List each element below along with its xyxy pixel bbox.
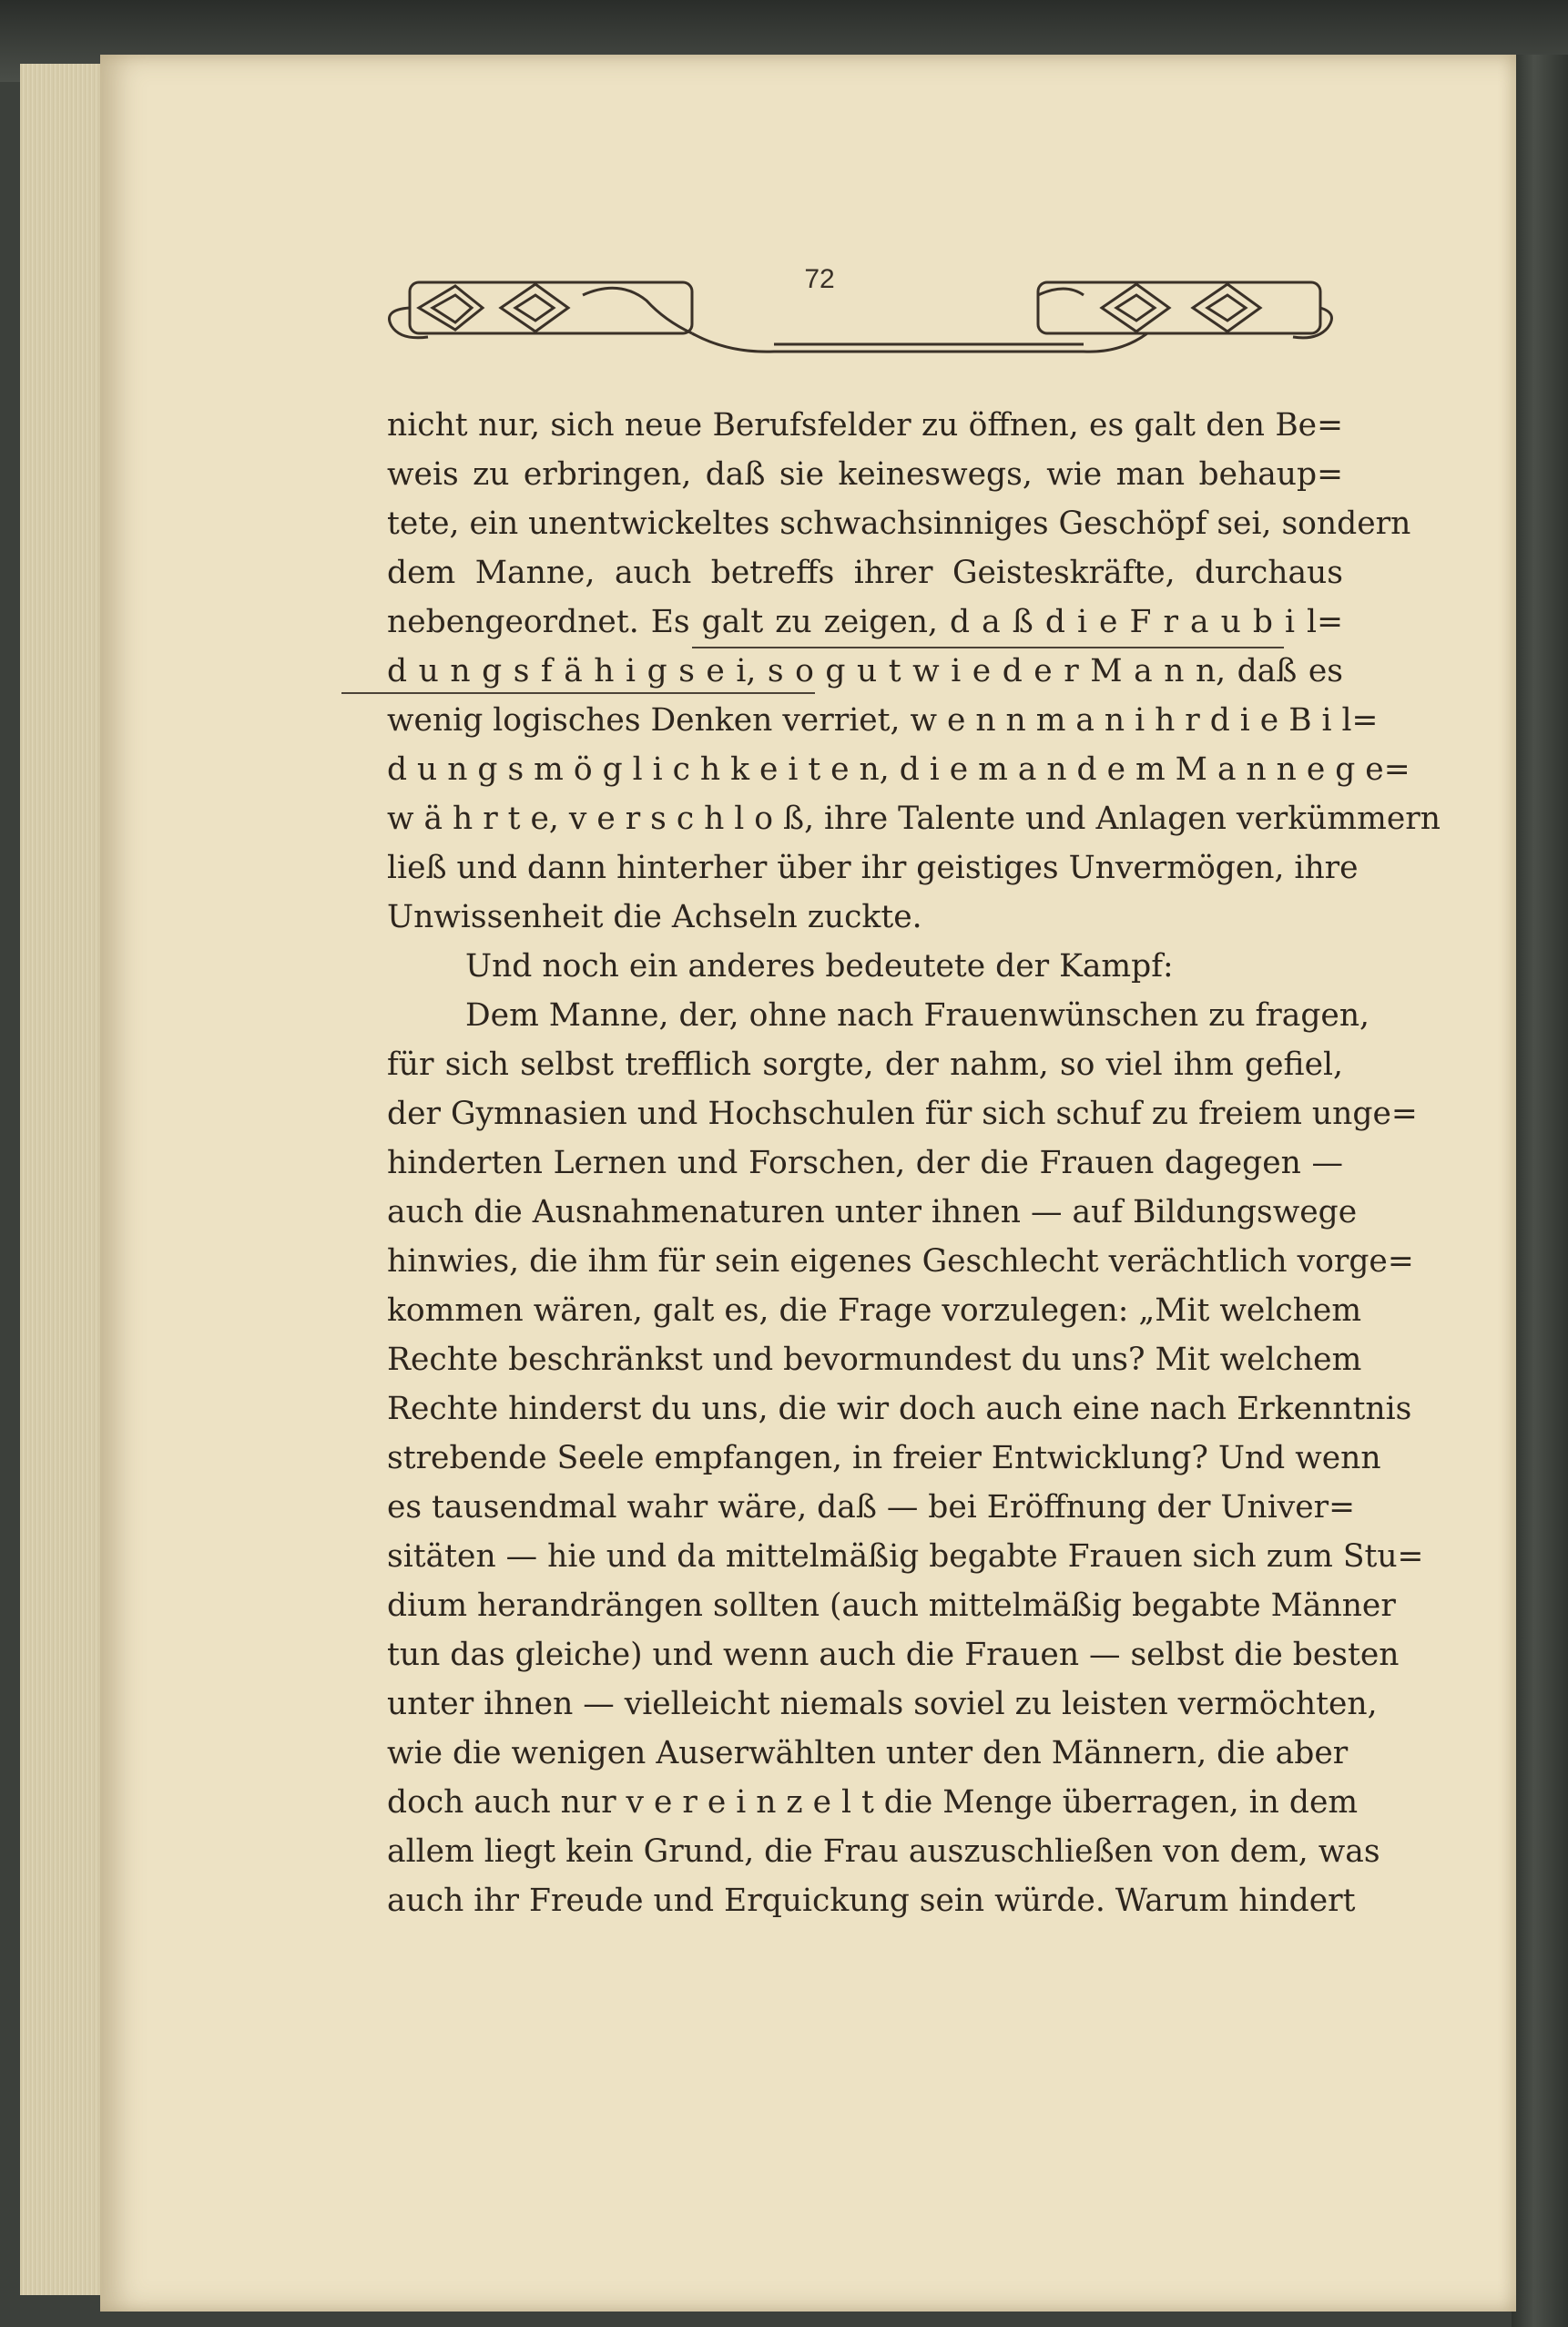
text-line: wenig logisches Denken verriet, w e n n m a n i h r d i e B i l=	[387, 702, 1379, 739]
text-line: d u n g s m ö g l i c h k e i t e n, d i e m a n d e m M a n n e g e=	[387, 751, 1410, 788]
text-line: hinderten Lernen und Forschen, der die Frauen dagegen —	[387, 1145, 1343, 1181]
text-line: ließ und dann hinterher über ihr geistiges Unvermögen, ihre	[387, 850, 1359, 886]
text-line: Dem Manne, der, ohne nach Frauenwünschen zu fragen,	[465, 997, 1370, 1034]
text-line: Und noch ein anderes bedeutete der Kampf:	[465, 948, 1174, 985]
text-line: tun das gleiche) und wenn auch die Frauen — selbst die besten	[387, 1637, 1400, 1673]
text-line: auch die Ausnahmenaturen unter ihnen — auf Bildungswege	[387, 1194, 1358, 1230]
text-line: w ä h r t e, v e r s c h l o ß, ihre Talente und Anlagen verkümmern	[387, 801, 1441, 837]
body-text	[387, 401, 1441, 1925]
text-line: allem liegt kein Grund, die Frau auszuschließen von dem, was	[387, 1833, 1380, 1870]
text-line: tete, ein unentwickeltes schwachsinniges Geschöpf sei, sondern	[387, 505, 1411, 542]
text-line: weis zu erbringen, daß sie keineswegs, wie man behaup=	[387, 456, 1343, 493]
book-cover-right	[1512, 55, 1568, 2327]
underline-mark	[692, 647, 1284, 648]
text-line: nicht nur, sich neue Berufsfelder zu öffnen, es galt den Be=	[387, 407, 1343, 444]
text-line: der Gymnasien und Hochschulen für sich schuf zu freiem unge=	[387, 1096, 1418, 1132]
text-line: dem Manne, auch betreffs ihrer Geisteskräfte, durchaus	[387, 555, 1343, 591]
text-line: strebende Seele empfangen, in freier Entwicklung? Und wenn	[387, 1440, 1381, 1476]
text-line: Unwissenheit die Achseln zuckte.	[387, 899, 922, 935]
text-line: kommen wären, galt es, die Frage vorzulegen: „Mit welchem	[387, 1292, 1362, 1329]
text-line: nebengeordnet. Es galt zu zeigen, d a ß d i e F r a u b i l=	[387, 604, 1343, 640]
text-line: auch ihr Freude und Erquickung sein würde. Warum hindert	[387, 1883, 1356, 1919]
text-line: wie die wenigen Auserwählten unter den Männern, die aber	[387, 1735, 1349, 1771]
underline-mark	[341, 692, 815, 694]
text-line: es tausendmal wahr wäre, daß — bei Eröffnung der Univer=	[387, 1489, 1356, 1526]
text-line: Rechte beschränkst und bevormundest du uns? Mit welchem	[387, 1342, 1362, 1378]
text-line: d u n g s f ä h i g s e i, s o g u t w i e d e r M a n n, daß es	[387, 653, 1343, 689]
text-line: dium herandrängen sollten (auch mittelmäßig begabte Männer	[387, 1587, 1396, 1624]
text-line: hinwies, die ihm für sein eigenes Geschlecht verächtlich vorge=	[387, 1243, 1414, 1280]
page-edges-left	[20, 64, 107, 2295]
page-number: 72	[804, 264, 835, 294]
text-line: für sich selbst trefflich sorgte, der nahm, so viel ihm gefiel,	[387, 1046, 1343, 1083]
text-line: doch auch nur v e r e i n z e l t die Menge überragen, in dem	[387, 1784, 1359, 1821]
text-line: Rechte hinderst du uns, die wir doch auch eine nach Erkenntnis	[387, 1391, 1412, 1427]
text-line: unter ihnen — vielleicht niemals soviel zu leisten vermöchten,	[387, 1686, 1378, 1722]
text-line: sitäten — hie und da mittelmäßig begabte Frauen sich zum Stu=	[387, 1538, 1424, 1575]
page-header-ornament	[300, 219, 1334, 364]
